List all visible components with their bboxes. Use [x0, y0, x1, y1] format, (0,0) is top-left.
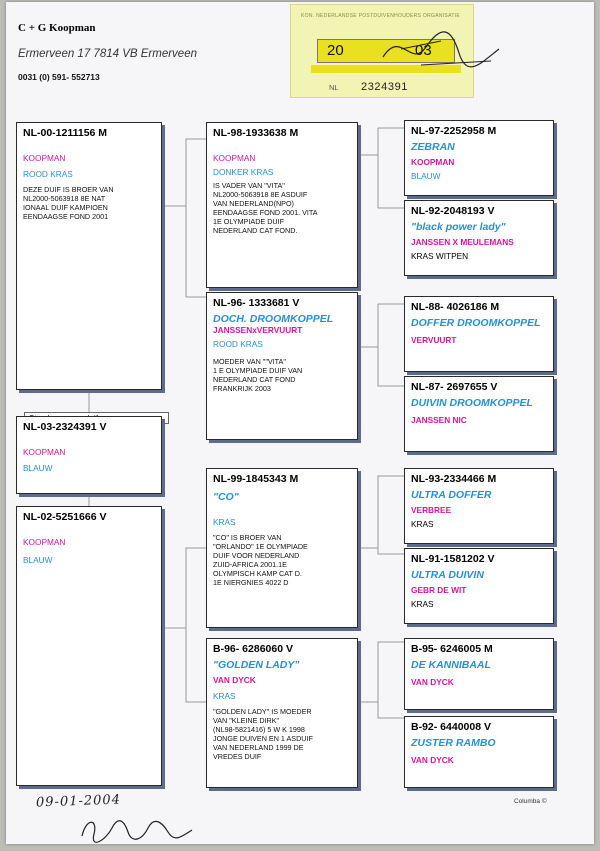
ggp-mfm-owner: GEBR DE WIT	[411, 585, 467, 595]
ggp-ffm-number: NL-92-2048193 V	[411, 205, 495, 217]
paternal-grandfather-owner: KOOPMAN	[213, 153, 256, 163]
ggp-fmf-name: DOFFER DROOMKOPPEL	[411, 317, 541, 329]
ggp-mfm-color: KRAS	[411, 599, 434, 609]
ggp-fmm-owner: JANSSEN NIC	[411, 415, 467, 425]
paternal-grandmother-owner: JANSSENxVERVUURT	[213, 325, 303, 335]
ggp-fff-number: NL-97-2252958 M	[411, 125, 497, 137]
ggp-fff-name: ZEBRAN	[411, 141, 455, 153]
maternal-grandmother-owner: VAN DYCK	[213, 675, 256, 685]
ggp-mmm-card	[404, 716, 554, 788]
ring-year-right: 03	[415, 42, 432, 59]
subject-card	[16, 416, 162, 494]
paternal-grandmother-name: DOCH. DROOMKOPPEL	[213, 313, 334, 325]
maternal-grandmother-name: "GOLDEN LADY"	[213, 659, 300, 671]
ggp-mmf-card	[404, 638, 554, 710]
ggp-ffm-color: KRAS WITPEN	[411, 251, 469, 261]
ggp-mmm-number: B-92- 6440008 V	[411, 721, 491, 733]
breeder-name: C + G Koopman	[18, 22, 96, 34]
father-card	[16, 122, 162, 390]
maternal-grandfather-name: "CO"	[213, 491, 239, 503]
mother-card	[16, 506, 162, 786]
mother-color: BLAUW	[23, 555, 53, 565]
ring-card-org: KON. NEDERLANDSE POSTDUIVENHOUDERS ORGANISATIE	[301, 13, 461, 19]
ggp-fmf-number: NL-88- 4026186 M	[411, 301, 500, 313]
ggp-mff-color: KRAS	[411, 519, 434, 529]
ggp-ffm-card	[404, 200, 554, 276]
ggp-ffm-name: "black power lady"	[411, 221, 506, 233]
breeder-address: Ermerveen 17 7814 VB Ermerveen	[18, 48, 197, 60]
ggp-mmf-owner: VAN DYCK	[411, 677, 454, 687]
pedigree-sheet	[6, 2, 594, 844]
paternal-grandfather-color: DONKER KRAS	[213, 167, 274, 177]
handwritten-signature	[76, 814, 196, 844]
paternal-grandmother-notes: MOEDER VAN ""VITA" 1 E OLYMPIADE DUIF VAN NEDERLAND CAT FOND FRANKRIJK 2003	[213, 357, 303, 393]
paternal-grandmother-number: NL-96- 1333681 V	[213, 297, 300, 309]
ggp-mmm-owner: VAN DYCK	[411, 755, 454, 765]
ggp-mff-name: ULTRA DOFFER	[411, 489, 492, 501]
maternal-grandmother-color: KRAS	[213, 691, 236, 701]
maternal-grandmother-card	[206, 638, 358, 788]
ggp-mmm-name: ZUSTER RAMBO	[411, 737, 496, 749]
paternal-grandmother-color: ROOD KRAS	[213, 339, 263, 349]
ggp-mfm-name: ULTRA DUIVIN	[411, 569, 484, 581]
breeder-phone: 0031 (0) 591- 552713	[18, 72, 100, 82]
subject-color: BLAUW	[23, 463, 53, 473]
software-brand: Columba ©	[514, 798, 547, 805]
ggp-fff-color: BLAUW	[411, 171, 441, 181]
father-number: NL-00-1211156 M	[23, 127, 108, 139]
ggp-mmf-number: B-95- 6246005 M	[411, 643, 493, 655]
paternal-grandmother-card	[206, 292, 358, 440]
maternal-grandfather-notes: "CO" IS BROER VAN "ORLANDO" 1E OLYMPIADE DUIF VOOR NEDERLAND ZUID-AFRICA 2001.1E OLYMPISCH KAMP CAT D. 1E NIERGNIES 4022 D	[213, 533, 308, 587]
paternal-grandfather-notes: IS VADER VAN "VITA" NL2000-5063918 8E ASDUIF VAN NEDERLAND(NPO) EENDAAGSE FOND 2001. VITA 1E OLYMPIADE DUIF NEDERLAND CAT FOND.	[213, 181, 318, 235]
ggp-mfm-number: NL-91-1581202 V	[411, 553, 495, 565]
subject-owner: KOOPMAN	[23, 447, 66, 457]
paternal-grandfather-card	[206, 122, 358, 288]
maternal-grandfather-color: KRAS	[213, 517, 236, 527]
handwritten-date: 09-01-2004	[35, 792, 122, 811]
paternal-grandfather-number: NL-98-1933638 M	[213, 127, 299, 139]
ggp-ffm-owner: JANSSEN X MEULEMANS	[411, 237, 514, 247]
ggp-mff-card	[404, 468, 554, 544]
ggp-fmf-owner: VERVUURT	[411, 335, 457, 345]
maternal-grandfather-number: NL-99-1845343 M	[213, 473, 299, 485]
mother-owner: KOOPMAN	[23, 537, 66, 547]
ring-country-code: NL	[329, 83, 339, 92]
ggp-fmm-card	[404, 376, 554, 452]
maternal-grandmother-number: B-96- 6286060 V	[213, 643, 293, 655]
maternal-grandfather-card	[206, 468, 358, 628]
subject-number: NL-03-2324391 V	[23, 421, 107, 433]
ring-number: 2324391	[361, 81, 409, 93]
father-color: ROOD KRAS	[23, 169, 73, 179]
ring-year-left: 20	[327, 42, 344, 59]
ggp-fmm-name: DUIVIN DROOMKOPPEL	[411, 397, 533, 409]
ggp-mff-owner: VERBREE	[411, 505, 452, 515]
father-owner: KOOPMAN	[23, 153, 66, 163]
ggp-mmf-name: DE KANNIBAAL	[411, 659, 491, 671]
father-notes: DEZE DUIF IS BROER VAN NL2000-5063918 8E NAT IONAAL DUIF KAMPIOEN EENDAAGSE FOND 2001	[23, 185, 114, 221]
mother-number: NL-02-5251666 V	[23, 511, 107, 523]
ggp-fff-owner: KOOPMAN	[411, 157, 455, 167]
ggp-mff-number: NL-93-2334466 M	[411, 473, 497, 485]
ggp-fff-card	[404, 120, 554, 196]
ggp-mfm-card	[404, 548, 554, 624]
ggp-fmm-number: NL-87- 2697655 V	[411, 381, 498, 393]
maternal-grandmother-notes: "GOLDEN LADY" IS MOEDER VAN "KLEINE DIRK" (NL98-5821416) 5 W K 1998 JONGE DUIVEN EN 1 ASDUIF VAN NEDERLAND 1999 DE VREDES DUIF	[213, 707, 313, 761]
ggp-fmf-card	[404, 296, 554, 372]
